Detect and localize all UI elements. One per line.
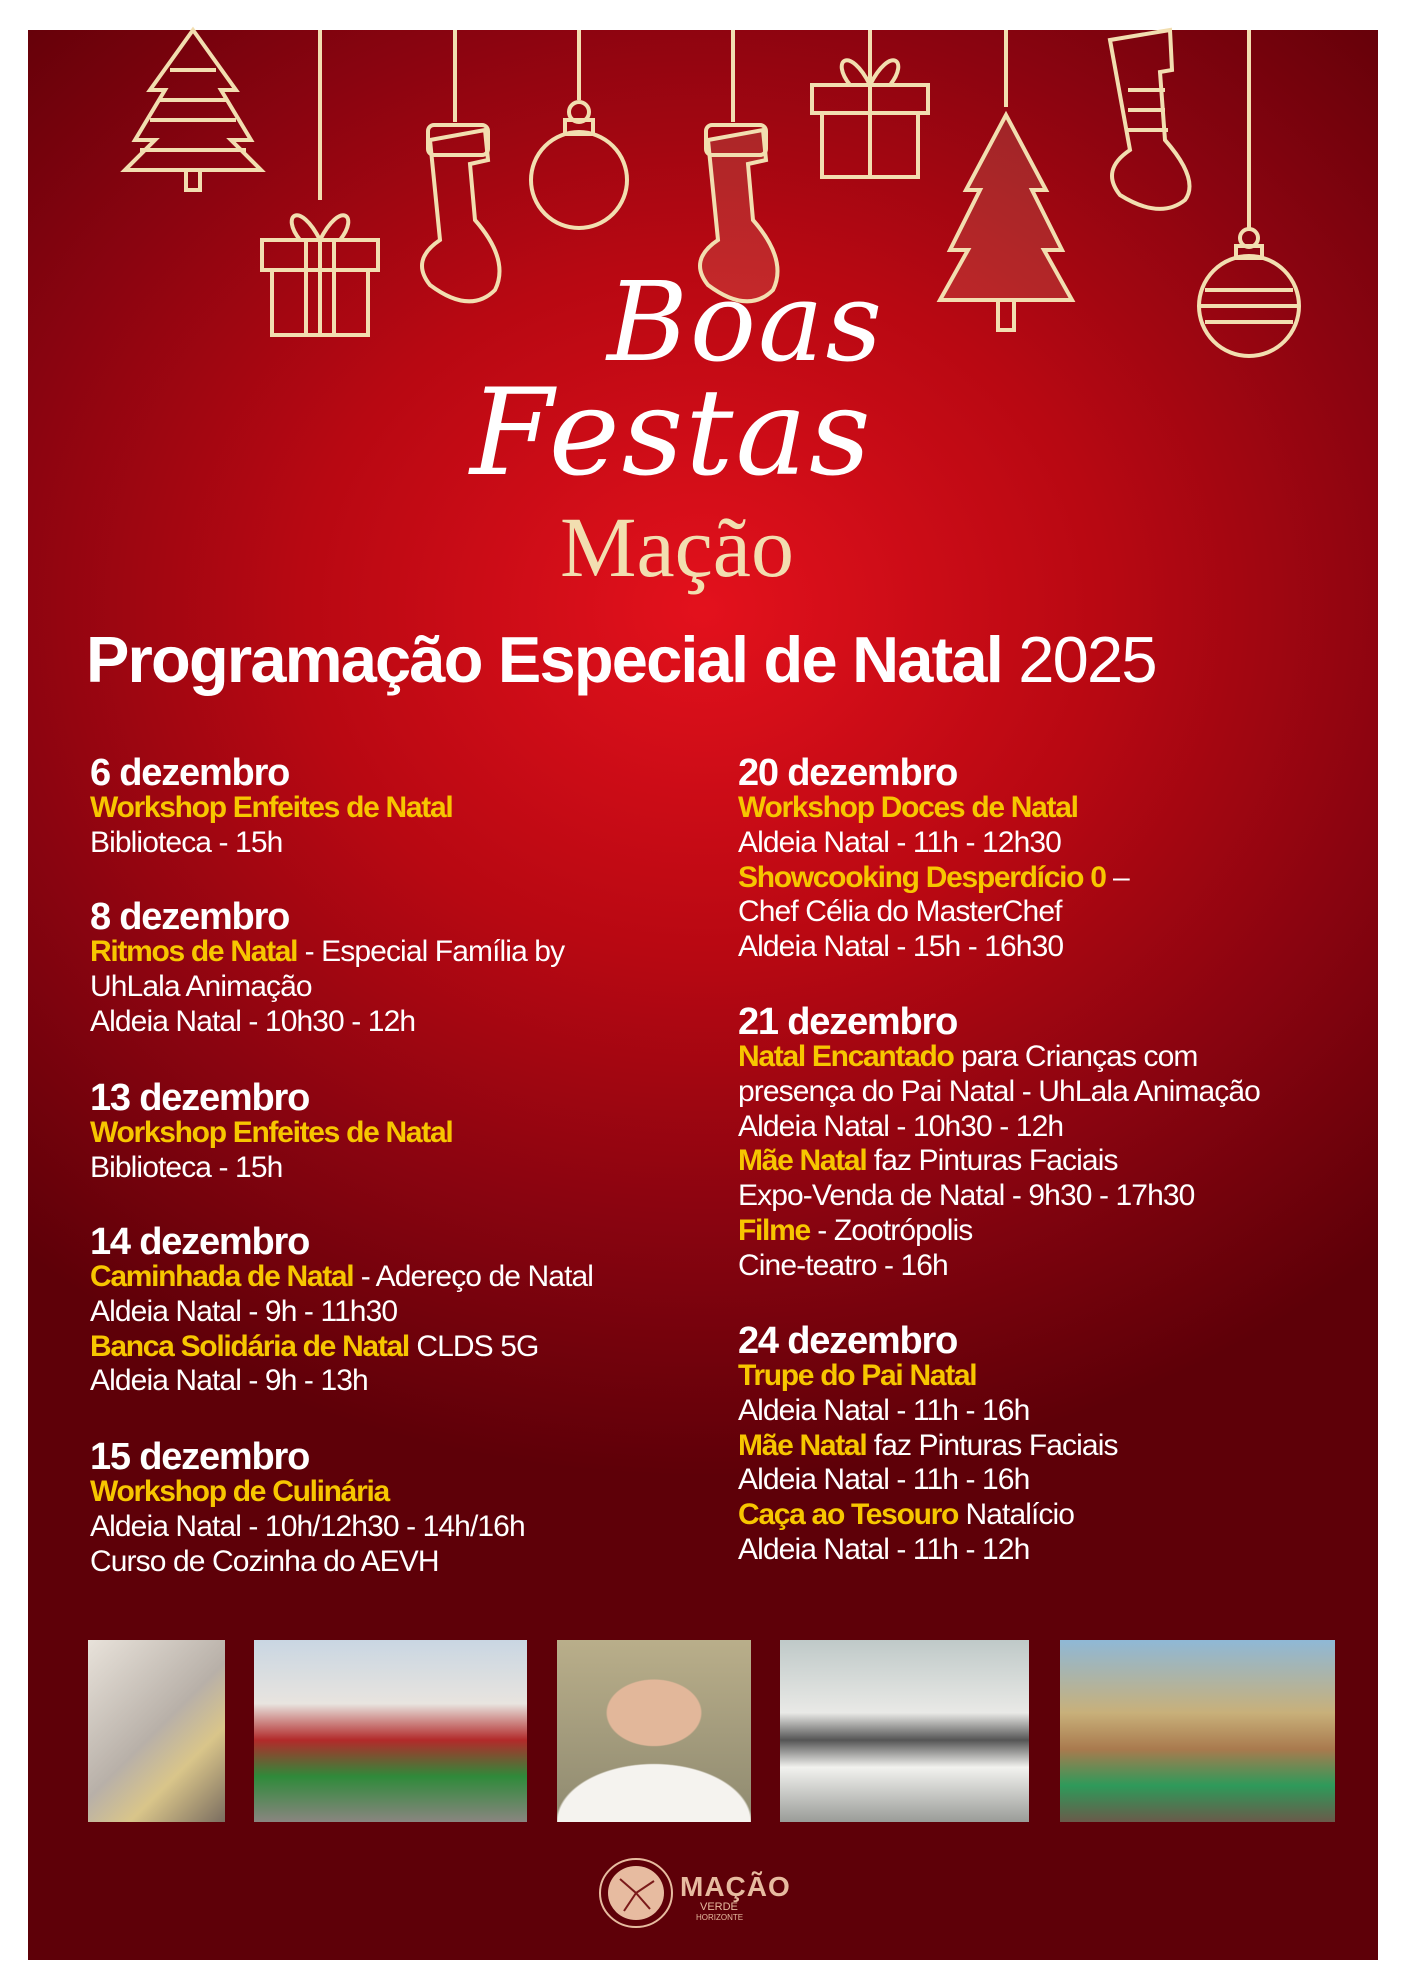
logo-line2: VERDE	[700, 1901, 738, 1913]
event-detail: Natalício	[958, 1498, 1075, 1532]
event-date: 21 dezembro	[738, 1001, 958, 1043]
event-title: Showcooking Desperdício 0	[738, 860, 1106, 894]
event-detail: Aldeia Natal - 9h - 11h30	[90, 1294, 398, 1328]
event-date: 24 dezembro	[738, 1320, 958, 1362]
event-detail: faz Pinturas Faciais	[866, 1144, 1118, 1178]
event-date: 15 dezembro	[90, 1436, 310, 1478]
event-detail: Aldeia Natal - 11h - 12h	[738, 1532, 1030, 1566]
event-line	[738, 1429, 1118, 1464]
event-line	[90, 970, 564, 1005]
event-line	[738, 1249, 1260, 1284]
event-detail: Biblioteca - 15h	[90, 825, 283, 859]
event-title: Mãe Natal	[738, 1428, 867, 1462]
logo-name: MAÇÃO	[680, 1871, 791, 1902]
event-day	[90, 1437, 525, 1579]
stocking-icon	[422, 30, 500, 301]
macao-logo	[598, 1855, 808, 1931]
event-date: 14 dezembro	[90, 1221, 310, 1263]
santa-troupe-photo	[254, 1640, 527, 1822]
event-line	[738, 930, 1129, 965]
event-line	[738, 1533, 1118, 1568]
event-title: Caminhada de Natal	[90, 1260, 354, 1293]
event-line	[90, 1475, 525, 1510]
event-detail: Aldeia Natal - 10h/12h30 - 14h/16h	[90, 1509, 525, 1543]
event-line	[90, 1260, 593, 1295]
event-line	[738, 826, 1129, 861]
event-detail: presença do Pai Natal - UhLala Animação	[738, 1074, 1260, 1108]
gift-icon	[262, 30, 378, 335]
event-line	[738, 1394, 1118, 1429]
event-detail: Aldeia Natal - 9h - 13h	[90, 1364, 368, 1398]
event-line	[90, 1364, 593, 1399]
event-detail: Aldeia Natal - 10h30 - 12h	[738, 1109, 1064, 1143]
event-line	[738, 1463, 1118, 1498]
christmas-tree-icon	[940, 30, 1072, 330]
event-detail: faz Pinturas Faciais	[866, 1428, 1118, 1462]
chef-celia-portrait	[557, 1640, 751, 1822]
event-line	[90, 1510, 525, 1545]
gift-icon	[812, 30, 928, 177]
event-line	[738, 861, 1129, 896]
event-detail: UhLala Animação	[90, 969, 312, 1003]
event-day	[738, 753, 1129, 965]
event-line	[90, 826, 452, 861]
event-day	[738, 1002, 1260, 1284]
page-title	[86, 622, 1156, 697]
event-title: Banca Solidária de Natal	[90, 1329, 409, 1363]
bauble-icon	[1199, 30, 1299, 356]
event-date: 6 dezembro	[90, 752, 290, 794]
event-title: Trupe do Pai Natal	[738, 1359, 977, 1392]
event-line	[738, 1359, 1118, 1394]
event-detail: Cine-teatro - 16h	[738, 1248, 948, 1282]
event-day	[90, 753, 452, 861]
event-line	[90, 1151, 452, 1186]
event-line	[90, 1005, 564, 1040]
event-detail: Aldeia Natal - 11h - 16h	[738, 1463, 1030, 1497]
event-detail: Biblioteca - 15h	[90, 1150, 283, 1184]
event-detail: - Especial Família by	[297, 935, 565, 968]
event-line	[738, 1110, 1260, 1145]
event-line	[90, 935, 564, 970]
event-title: Workshop Enfeites de Natal	[90, 791, 453, 824]
event-line	[738, 1075, 1260, 1110]
event-line	[738, 1214, 1260, 1249]
bauble-icon	[531, 30, 627, 228]
event-line	[90, 791, 452, 826]
event-detail: –	[1105, 860, 1129, 894]
event-title: Caça ao Tesouro	[738, 1498, 959, 1532]
event-detail: Aldeia Natal - 10h30 - 12h	[90, 1004, 416, 1038]
event-detail: - Adereço de Natal	[353, 1260, 594, 1293]
event-line	[738, 1040, 1260, 1075]
event-line	[90, 1545, 525, 1580]
event-day	[738, 1321, 1118, 1568]
logo-line3: HORIZONTE	[696, 1913, 744, 1922]
workshop-ornaments-photo	[88, 1640, 225, 1822]
event-detail: Aldeia Natal - 11h - 16h	[738, 1393, 1030, 1427]
event-date: 20 dezembro	[738, 752, 958, 794]
event-line	[738, 1498, 1118, 1533]
event-date: 13 dezembro	[90, 1077, 310, 1119]
event-title: Workshop Doces de Natal	[738, 791, 1078, 824]
event-line	[738, 1179, 1260, 1214]
event-line	[738, 895, 1129, 930]
event-title: Workshop Enfeites de Natal	[90, 1116, 453, 1149]
event-line	[90, 1295, 593, 1330]
event-detail: Expo-Venda de Natal - 9h30 - 17h30	[738, 1179, 1195, 1213]
event-date: 8 dezembro	[90, 896, 290, 938]
event-line	[738, 1144, 1260, 1179]
event-title: Filme	[738, 1213, 810, 1247]
event-day	[90, 1078, 452, 1186]
event-day	[90, 1222, 593, 1399]
event-detail: Chef Célia do MasterChef	[738, 895, 1062, 929]
event-title: Workshop de Culinária	[90, 1475, 389, 1508]
event-detail: Aldeia Natal - 11h - 12h30	[738, 825, 1061, 859]
event-title: Natal Encantado	[738, 1040, 954, 1073]
event-detail: para Crianças com	[953, 1040, 1198, 1073]
event-line	[738, 791, 1129, 826]
stocking-icon	[1110, 30, 1190, 209]
script-title-boas: Boas	[607, 258, 885, 386]
event-detail: Curso de Cozinha do AEVH	[90, 1544, 439, 1578]
event-detail: Aldeia Natal - 15h - 16h30	[738, 930, 1064, 964]
event-day	[90, 897, 564, 1039]
christmas-tree-icon	[125, 30, 261, 190]
title-bold: Programação Especial de Natal	[86, 623, 1003, 696]
script-title-festas: Festas	[470, 364, 873, 503]
children-activity-photo	[1060, 1640, 1335, 1822]
event-line	[90, 1330, 593, 1365]
title-year: 2025	[1018, 623, 1156, 696]
event-title: Mãe Natal	[738, 1144, 867, 1178]
place-name: Mação	[560, 499, 794, 595]
event-title: Ritmos de Natal	[90, 935, 298, 968]
event-detail: CLDS 5G	[408, 1329, 539, 1363]
event-detail: - Zootrópolis	[809, 1213, 973, 1247]
showcooking-photo	[780, 1640, 1029, 1822]
event-line	[90, 1116, 452, 1151]
